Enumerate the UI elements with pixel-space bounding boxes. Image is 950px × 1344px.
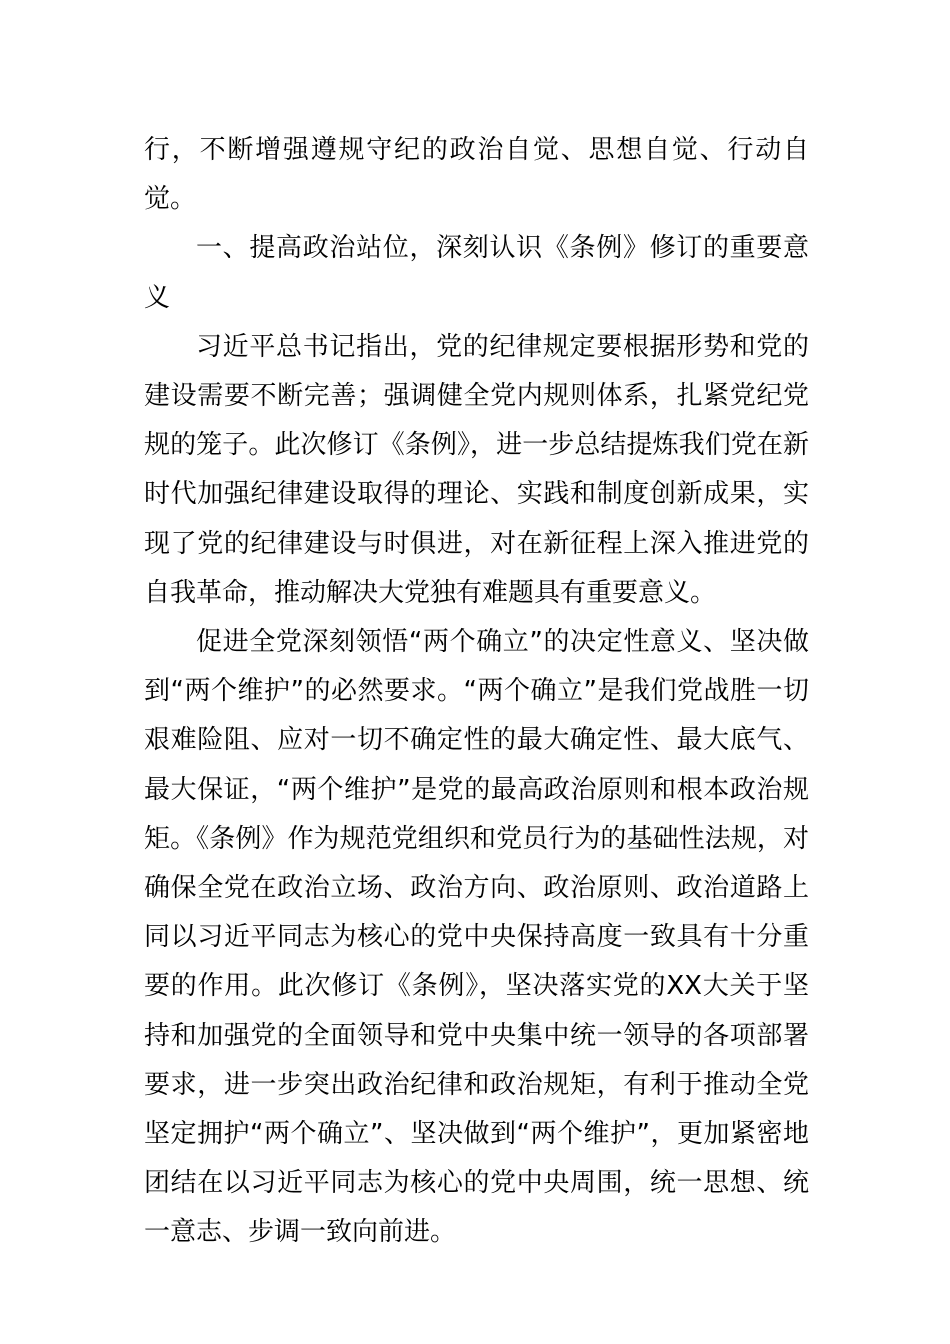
body-paragraph-1: 习近平总书记指出，党的纪律规定要根据形势和党的建设需要不断完善；强调健全党内规则体系，扎紧党纪党规的笼子。此次修订《条例》，进一步总结提炼我们党在新时代加强纪律建设取得的理论、实践和制度创新成果，实现了党的纪律建设与时俱进，对在新征程上深入推进党的自我革命，推动解决大党独有难题具有重要意义。	[144, 331, 809, 608]
section-heading: 一、提高政治站位，深刻认识《条例》修订的重要意义	[144, 233, 809, 313]
continuation-paragraph: 行，不断增强遵规守纪的政治自觉、思想自觉、行动自觉。	[144, 135, 809, 215]
document-body	[144, 126, 809, 1258]
body-paragraph-2: 促进全党深刻领悟“两个确立”的决定性意义、坚决做到“两个维护”的必然要求。“两个确立”是我们党战胜一切艰难险阻、应对一切不确定性的最大确定性、最大底气、最大保证，“两个维护”是党的最高政治原则和根本政治规矩。《条例》作为规范党组织和党员行为的基础性法规，对确保全党在政治立场、政治方向、政治原则、政治道路上同以习近平同志为核心的党中央保持高度一致具有十分重要的作用。此次修订《条例》，坚决落实党的XX大关于坚持和加强党的全面领导和党中央集中统一领导的各项部署要求，进一步突出政治纪律和政治规矩，有利于推动全党坚定拥护“两个确立”、坚决做到“两个维护”，更加紧密地团结在以习近平同志为核心的党中央周围，统一思想、统一意志、步调一致向前进。	[144, 627, 809, 1248]
